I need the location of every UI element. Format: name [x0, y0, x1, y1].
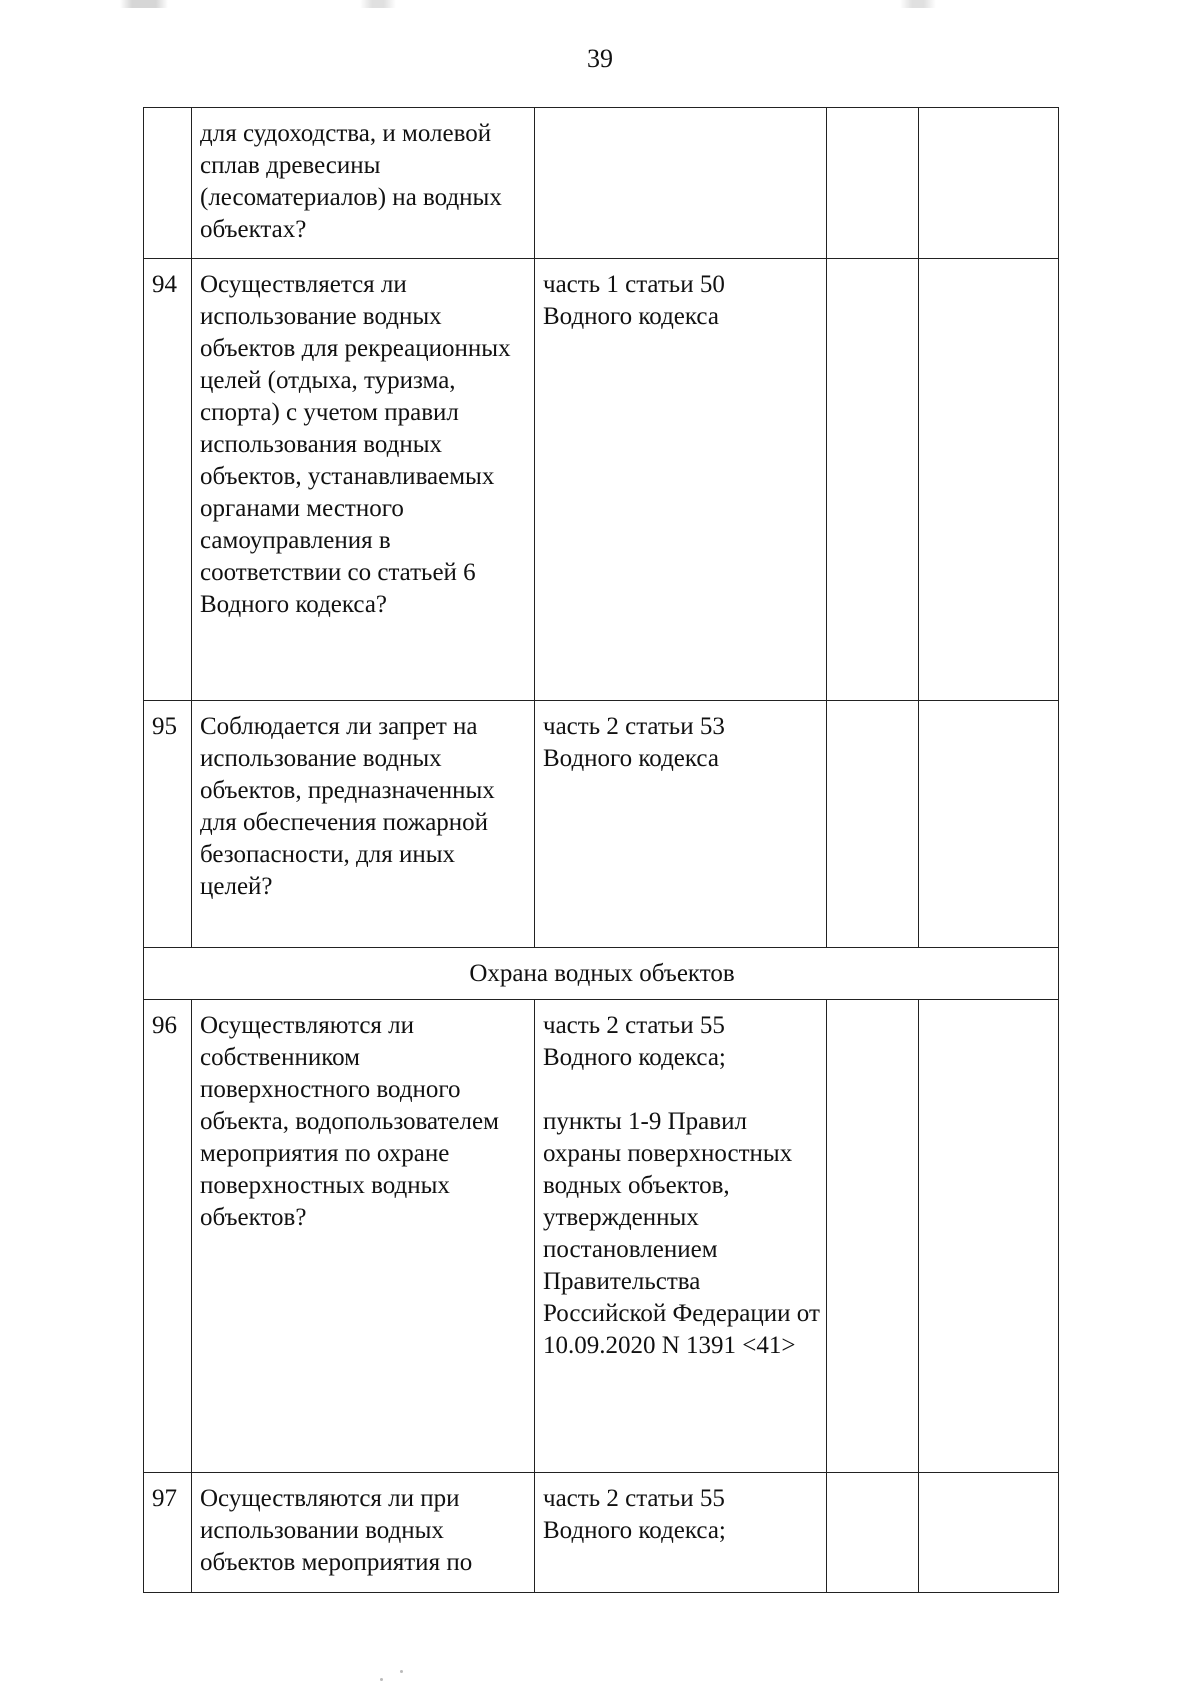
row-note-cell — [919, 1473, 1059, 1593]
row-number: 97 — [144, 1473, 192, 1593]
scan-speck — [380, 1678, 383, 1681]
row-note-cell — [919, 1000, 1059, 1473]
row-number: 94 — [144, 259, 192, 701]
row-reference: часть 1 статьи 50 Водного кодекса — [535, 259, 827, 701]
table-row — [144, 701, 1059, 948]
section-title: Охрана водных объектов — [144, 948, 1059, 1000]
table-row — [144, 1473, 1059, 1593]
row-question: Осуществляется ли использование водных объектов для рекреационных целей (отдыха, туризма, спорта) с учетом правил использования водных объектов, устанавливаемых органами местного самоуправления в соответствии со статьей 6 Водного кодекса? — [192, 259, 535, 701]
row-note-cell — [919, 701, 1059, 948]
row-note-cell — [919, 259, 1059, 701]
row-question: Соблюдается ли запрет на использование водных объектов, предназначенных для обеспечения пожарной безопасности, для иных целей? — [192, 701, 535, 948]
row-number: 95 — [144, 701, 192, 948]
row-answer-cell — [827, 1000, 919, 1473]
scan-speck — [400, 1670, 403, 1673]
row-reference: часть 2 статьи 55 Водного кодекса; — [535, 1473, 827, 1593]
row-question: для судоходства, и молевой сплав древесины (лесоматериалов) на водных объектах? — [192, 108, 535, 259]
page-number: 39 — [587, 44, 613, 73]
checklist-table — [143, 107, 1059, 1593]
row-question: Осуществляются ли при использовании водных объектов мероприятия по — [192, 1473, 535, 1593]
row-reference: часть 2 статьи 53 Водного кодекса — [535, 701, 827, 948]
row-answer-cell — [827, 1473, 919, 1593]
row-note-cell — [919, 108, 1059, 259]
row-answer-cell — [827, 259, 919, 701]
row-question: Осуществляются ли собственником поверхностного водного объекта, водопользователем мероприятия по охране поверхностных водных объектов? — [192, 1000, 535, 1473]
row-number: 96 — [144, 1000, 192, 1473]
table-row — [144, 259, 1059, 701]
reference-line: часть 2 статьи 55 Водного кодекса; — [543, 1012, 726, 1071]
table-row — [144, 1000, 1059, 1473]
row-answer-cell — [827, 701, 919, 948]
scan-edge-artifact — [0, 0, 1200, 8]
reference-spacer — [543, 1074, 820, 1106]
reference-line: пункты 1-9 Правил охраны поверхностных водных объектов, утвержденных постановлением Правительства Российской Федерации от 10.09.2020 N 1391 <41> — [543, 1108, 820, 1359]
row-reference — [535, 1000, 827, 1473]
row-answer-cell — [827, 108, 919, 259]
row-number — [144, 108, 192, 259]
table-row — [144, 108, 1059, 259]
section-row — [144, 948, 1059, 1000]
row-reference — [535, 108, 827, 259]
